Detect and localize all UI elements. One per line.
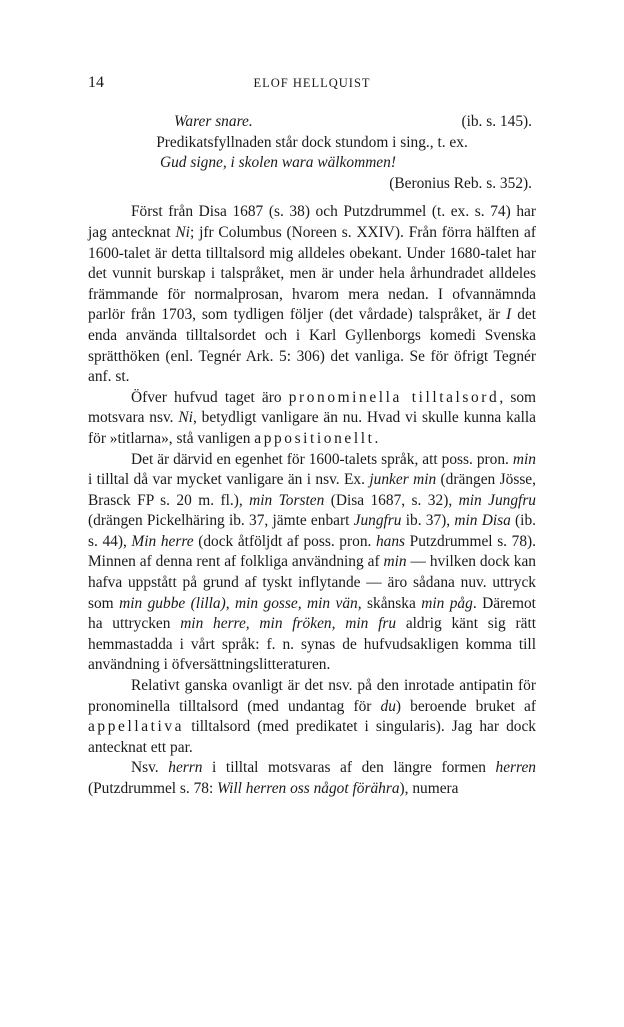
paragraph-1: Först från Disa 1687 (s. 38) och Putzdrummel (t. ex. s. 74) har jag antecknat Ni; jfr Columbus (Noreen s. XXIV). Från förra hälften af 1600-talet är detta tilltalsord mig alldeles obekant. Under 1680-talet har det vunnit burskap i talspråket, men är under hela århundradet alldeles främmande för normalprosan, hvarom mera nedan. I ofvannämnda parlör från 1703, som tydligen följer (det vårdade) talspråket, är I det enda använda tilltalsordet och i Karl Gyllenborgs komedi Svenska sprätthöken (enl. Tegnér Ark. 5: 306) det vanliga. Se för öfrigt Tegnér anf. st. [88, 203, 536, 386]
example-source-2: (Beronius Reb. s. 352). [389, 174, 532, 192]
spacer [88, 194, 536, 202]
paragraph-3: Det är därvid en egenhet för 1600-talets språk, att poss. pron. min i tilltal då var mycket vanligare än i nsv. Ex. junker min (drängen Jösse, Brasck FP s. 20 m. fl.), min Torsten (Disa 1687, s. 32), min Jungfru (drängen Pickelhäring ib. 37, jämte enbart Jungfru ib. 37), min Disa (ib. s. 44), Min herre (dock åtföljdt af poss. pron. hans Putzdrummel s. 78). Minnen af denna rent af folkliga användning af min — hvilken dock kan hafva uppstått på grund af tyskt inflytande — äro sådana nuv. uttryck som min gubbe (lilla), min gosse, min vän, skånska min påg. Däremot ha uttrycken min herre, min fröken, min fru aldrig känt sig rätt hemmastadda i vårt språk: f. n. synas de hufvudsakligen komma till användning i öfversättningslitteraturen. [88, 450, 537, 674]
paragraph-2: Öfver hufvud taget äro pronominella tilltalsord, som motsvara nsv. Ni, betydligt vanligare än nu. Hvad vi skulle kunna kalla för »titlarna», stå vanligen appositionellt. [88, 388, 537, 447]
paragraph-5: Nsv. herrn i tilltal motsvaras af den längre formen herren (Putzdrummel s. 78: Will herren oss något förähra), numera [88, 759, 536, 797]
page-header [88, 74, 536, 96]
paragraph-4: Relativt ganska ovanligt är det nsv. på den inrotade antipatin för pronominella tilltalsord (med undantag för du) beroende bruket af appellativa tilltalsord (med predikatet i singularis). Jag har dock antecknat ett par. [88, 677, 537, 756]
example-source-1: (ib. s. 145). [461, 113, 532, 130]
example-line-1 [88, 112, 536, 133]
example-line-2 [88, 153, 536, 174]
predicate-note: Predikatsfyllnaden står dock stundom i sing., t. ex. [156, 133, 468, 151]
example-source-line-2 [88, 174, 536, 195]
page-body [88, 112, 536, 800]
example-text-2: Gud signe, i skolen wara wälkommen! [160, 154, 396, 172]
page-number: 14 [88, 74, 104, 91]
example-text-1: Warer snare. [174, 113, 253, 130]
running-title: ELOF HELLQUIST [253, 76, 371, 90]
